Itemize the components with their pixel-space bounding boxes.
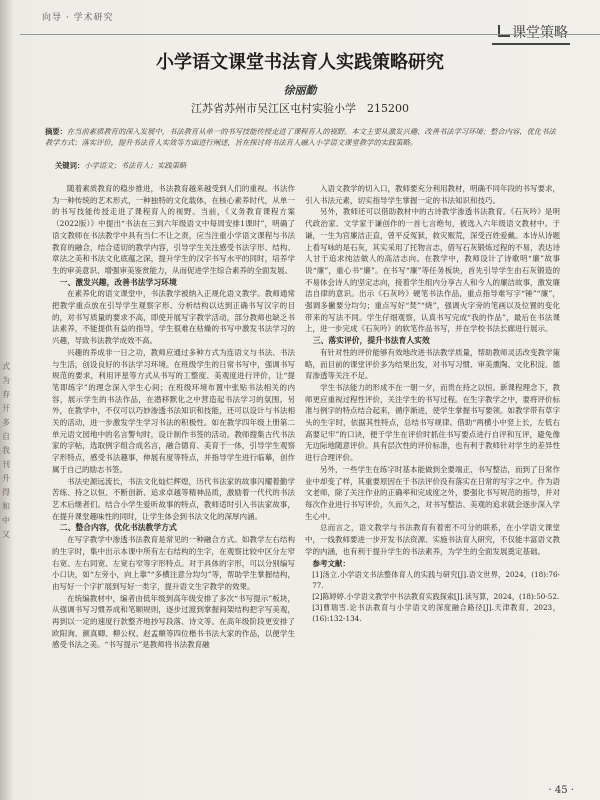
margin-char: 升 — [2, 474, 10, 483]
margin-char: 和 — [2, 502, 10, 511]
section-heading: 三、落实评价，提升书法育人实效 — [312, 336, 430, 346]
margin-char: 刊 — [2, 460, 10, 469]
paragraph: 在素养化的语文课堂中，书法教学被纳入正规化语文教学。教师通常把教学重点放在引导学生观察字形、分析结构以达到正确书写汉字的目的，对书写质量的要求不高，即使开展写字教学活动，部分教师也缺乏书法素养，不能提供有益的指导，学生很难在枯燥的书写中激发书法学习的兴趣，导致书法教学成效不高。 — [52, 289, 295, 346]
margin-char: 又 — [2, 530, 10, 539]
paragraph: 书法史源远流长，书法文化灿烂辉煌，历代书法家的故事闪耀着勤学苦练、持之以恒、不断创新、追求卓越等精神品质，激励着一代代的书法艺术后继者们。结合小学生爱听故事的特点，教师适时引入书法家故事，在提升课堂趣味性的同时，让学生体会到书法文化的深厚内涵。 — [52, 476, 295, 521]
references-heading: 参考文献： — [312, 558, 350, 568]
paragraph: 兴趣的养成非一日之功，教师应通过多种方式为连语文与书法、书法与生活，创设良好的书法学习环境。在班级学生的日常书写中，强调书写规范的要求，利用评星等方式从书写的工整度、美观度进行评价，让“提笔即练字”的理念深入学生心间；在班级环境布置中张贴书法相关的内容，展示学生的书法作品，在潜移默化之中营造起书法学习的氛围。另外，在教学中，不仅可以巧妙渗透书法知识和技能，还可以设计与书法相关的活动，进一步激发学生学习书法的积极性。如在教学四年级上册第二单元语文园地中的名言警句时，设计制作书签的活动。教师搜集古代书法家的字帖，选取例字组合成名言，融合德育、美育于一体，引导学生观察字形特点，感受书法趣事，伸展有度等特点，并指导学生进行临摹，创作属于自己的励志书签。 — [52, 347, 295, 474]
margin-char: 开 — [2, 404, 10, 413]
keywords — [55, 161, 560, 171]
section-heading: 二、整合内容，优化书法教学方式 — [59, 523, 177, 533]
paragraph: 学生书法能力的形成不在一朝一夕，而贵在持之以恒。新课程理念下，教师更应重视过程性评价，关注学生的书写过程。在生字教学之中，要将评价标准与例字的特点结合起来，循序渐进，使学生掌握书写要领。如教学带有草字头的生字时，依据其性特点，总结书写规律。借助“两横小中竖上长，左低右高要记牢”的口诀，便于学生在评价时抓住书写要点进行自评和互评，避免像无边际地随意评价。具有层次性的评价标准，也有利于教师针对学生的差异性进行合理评价。 — [305, 382, 560, 463]
abstract-label: 摘要： — [45, 127, 67, 136]
margin-char: 中 — [2, 516, 10, 525]
margin-char: 多 — [2, 418, 10, 427]
paragraph: 有针对性的评价能够有效地改进书法教学质量，帮助教师灵活改变教学策略，而目前的课堂评价多为结果出发，对书写习惯、审美熏陶、文化积淀、德育渗透等关注不足。 — [305, 347, 560, 381]
reference-item: [2]陈婷婷.小学语文教学中书法教育实践探索[J].读写算，2024，(18):50-52. — [312, 592, 560, 602]
corner-mark-icon — [498, 25, 510, 37]
paragraph: 总而言之，语文教学与书法教育有着密不可分的联系，在小学语文课堂中，一线教师要进一步开发书法资源、实施书法育人研究，不仅能丰富语文教学的内涵，也有利于提升学生的书法素养，为学生的全面发展奠定基础。 — [305, 523, 560, 556]
right-column — [305, 183, 560, 624]
reference-item: [1]汤立.小学语文书法整体育人的实践与研究[J].语文世界，2024，(18):76-77. — [312, 570, 560, 591]
margin-char: 弃 — [2, 390, 10, 399]
left-column — [52, 183, 295, 651]
article-author: 徐丽勤 — [283, 84, 317, 97]
keywords-text: 小学语文；书法育人；实践策略 — [84, 161, 187, 170]
header-rule — [20, 34, 600, 35]
margin-char: 自 — [2, 432, 10, 441]
margin-char: 得 — [2, 488, 10, 497]
abstract-text: 在当前素质教育的深入发展中，书法教育从单一的书写技能传授走进了课程育人的视野。本文主要从激发兴趣、改善书法学习环境；整合内容，优化书法教学方式；落实评价，提升书法育人实效等方面进行阐述，旨在探讨将书法育人融入小学语文课堂教学的实践策略。 — [45, 127, 556, 147]
reference-item: [3]曹瑞雪.论书法教育与小学语文的深度融合路径[J].天津教育，2023，(16):132-134. — [312, 603, 560, 624]
paragraph: 随着素质教育的稳步推进，书法教育越来越受到人们的重视。书法作为一种传统的艺术形式，一种独特的文化载体，在核心素养时代，从单一的书写技能传授走进了课程育人的视野。当前，《义务教育课程方案（2022版）》中提出“书法在三到六年级语文中每周安排1课时”，明确了语文教师在书法教学中具有当仁不让之责，应当注重小学语文课程与书法教育的融合，结合适切的教学内容，引导学生关注感受书法字形、结构、章法之美和书法文化底蕴之深，提升学生的汉字书写水平的同时，培养学生的审美意识、增强审美鉴赏能力，从而促进学生综合素养的全面发展。 — [52, 184, 295, 275]
section-heading: 一、激发兴趣，改善书法学习环境 — [59, 277, 177, 287]
paragraph: 另外，一些学生在练字时基本能做到全要端正、书写整洁，而到了日常作业中却变了样，其重要原因在于书法评价没有落实在日常的写字之中。作为语文老师，除了关注作业的正确率和完成度之外，要强化书写规范的指导，并对每次作业进行书写评价，久而久之，对书写整洁、美观的追求就会逐步深入学生心中。 — [305, 464, 560, 521]
journal-header: 向导 · 学术研究 — [42, 13, 114, 23]
paragraph: 在统编教材中，编者由低年级到高年级安排了多次“书写提示”板块，从强调书写习惯养成和笔顺规则，逐步过渡到掌握间架结构把字写美观，再到以一定的速度行款整齐地抄写段落、诗文等。在高年级阶段更安排了欧阳询、颜真卿、柳公权、赵孟頫等四位楷书书法大家的作品，以便学生感受书法之美。“书写提示”是教师将书法教育融 — [52, 593, 295, 650]
keywords-label: 关键词： — [55, 161, 85, 170]
page-number: · 45 · — [548, 785, 574, 796]
author-affiliation: 江苏省苏州市吴江区屯村实验小学 215200 — [191, 102, 409, 115]
margin-char: 为 — [2, 376, 10, 385]
paragraph: 入语文教学的切入口，教师要充分利用教材，明确不同年段的书写要求，引入书法元素，切实指导学生掌握一定的书法知识和技巧。 — [305, 184, 560, 205]
paragraph: 另外，教师还可以借助教材中的古诗教学渗透书法教育。《石灰吟》是明代政治家、文学家于谦创作的一首七言绝句，被选入六年级语文教材中。于谦，一生为官廉洁正直，曾平反冤狱，救灾赈荒，深受百姓爱戴。本诗从诗题上看写咏的是石灰，其实采用了托物言志，借写石灰锻炼过程的不易，表达诗人甘于追求纯洁做人的高洁志向。在教学中，教师设计了诗歌明“廉”故事说“廉”，重心书“廉”。在书写“廉”等任务板块，首先引导学生由石灰锻造的不易体会诗人的坚定志向，接着学生组内分享古人和今人的廉洁故事，激发廉洁自律的意识。出示《石灰吟》硬笔书法作品，重点指导难写字“锤”“廉”，强调多撇要分均匀；重点写好“焚”“烧”，强调火字旁的笔画以及位置的变化带来的写法不同。学生仔细观察，认真书写完成“我的作品”，最后在书法课上，进一步完成《石灰吟》的软笔作品书写，并在学校书法长廊进行展示。 — [305, 207, 560, 334]
section-title: 课堂策略 — [512, 25, 568, 41]
margin-bleed-text — [2, 360, 12, 542]
paragraph: 在写字教学中渗透书法教育是常见的一种融合方式。如教学左右结构的生字时，集中出示本课中所有左右结构的生字，在观察比较中区分左窄右宽、左右同宽、左宽右窄等字形特点。对于具体的字形，可以分别编写小口诀，如“左旁小，向上靠”“多横注意分均匀”等，帮助学生掌握结构，由写好一个字扩展到写好一类字，提升语文生字教学的效果。 — [52, 535, 295, 591]
margin-char: 式 — [2, 362, 10, 371]
margin-char: 我 — [2, 446, 10, 455]
article-title: 小学语文课堂书法育人实践策略研究 — [156, 52, 444, 73]
abstract — [45, 127, 560, 148]
